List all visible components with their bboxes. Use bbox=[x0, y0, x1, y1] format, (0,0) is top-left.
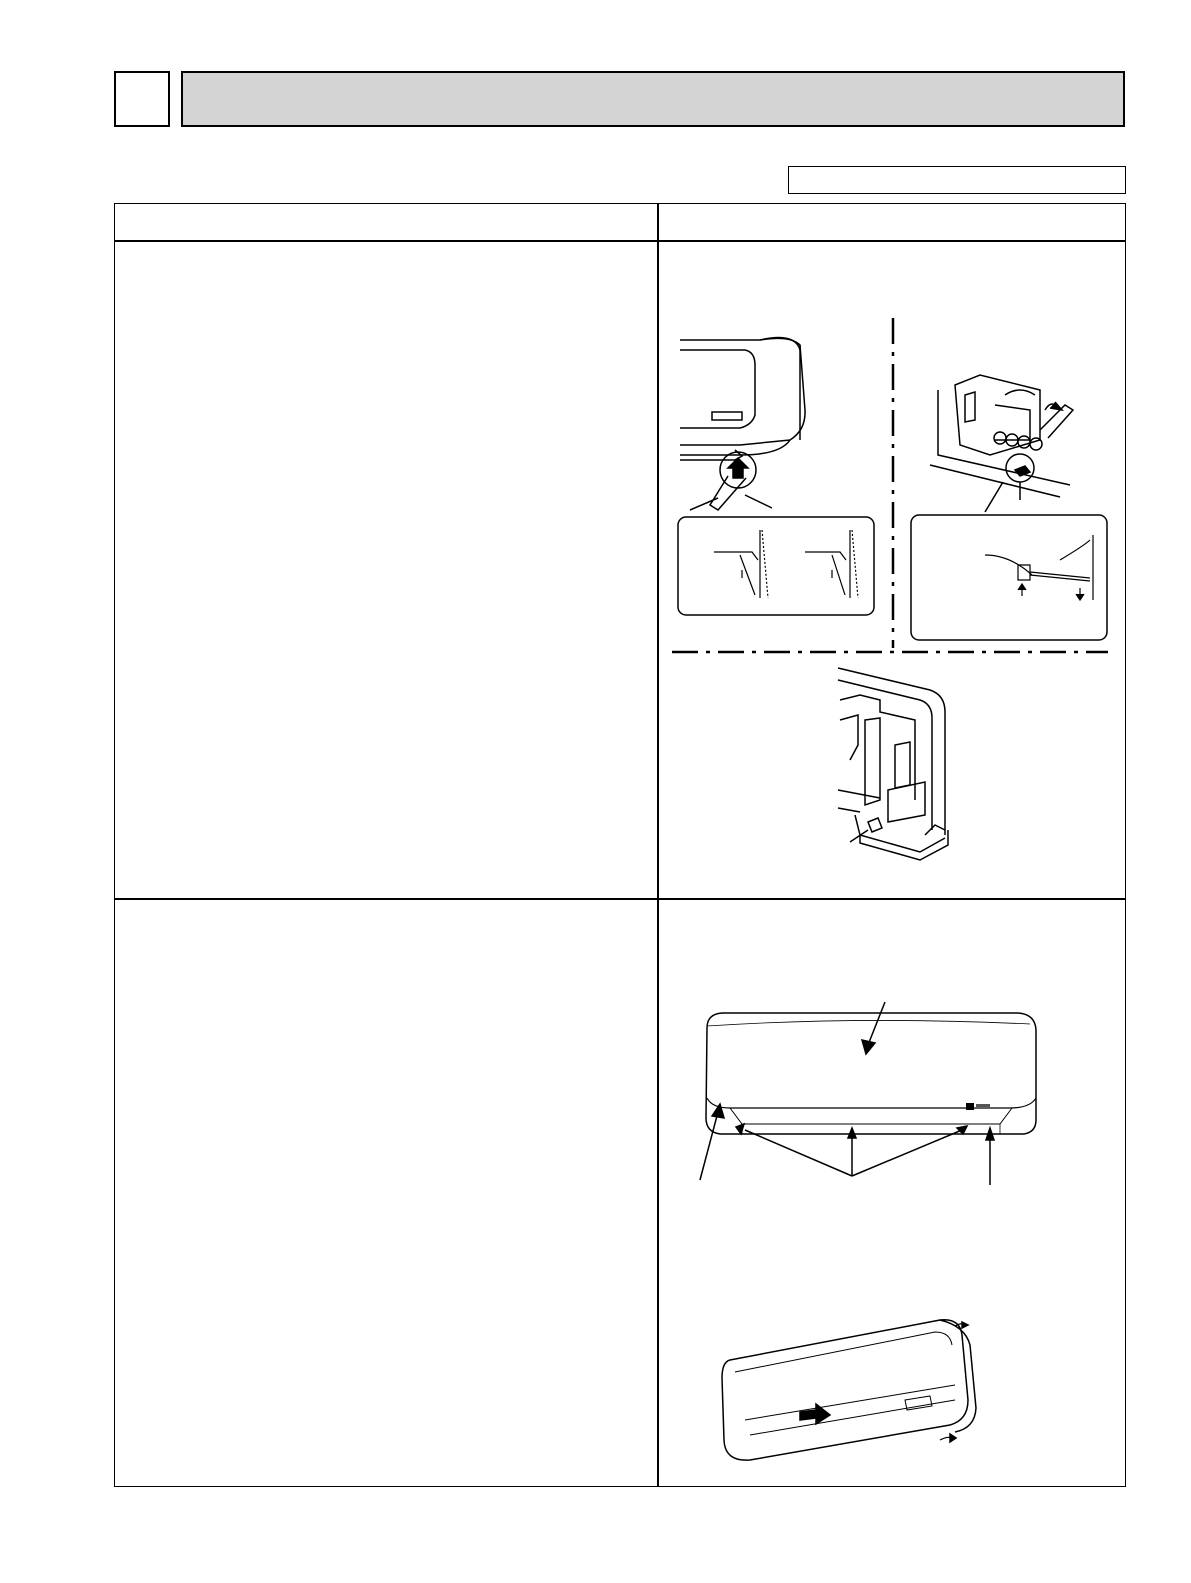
indoor-unit-panel-removal bbox=[722, 1320, 976, 1460]
indoor-unit-front bbox=[706, 1013, 1036, 1134]
